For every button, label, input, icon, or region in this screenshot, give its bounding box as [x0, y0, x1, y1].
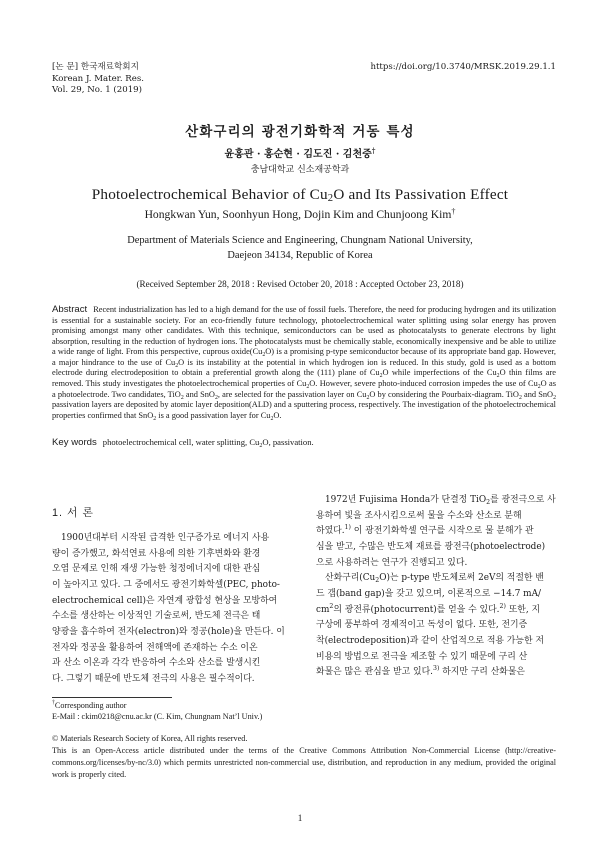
title-korean: 산화구리의 광전기화학적 거동 특성	[185, 124, 415, 140]
journal-abbrev: Korean J. Mater. Res.	[52, 73, 144, 84]
journal-header	[52, 62, 144, 97]
section-heading-introduction: 1. 서 론	[52, 507, 94, 519]
title-english: Photoelectrochemical Behavior of $Cu_2O$ and Its Passivation Effect	[91, 186, 509, 204]
body-line: 용하여 빛을 조사시킴으로써 물을 수소와 산소로 분해	[316, 510, 522, 521]
authors-korean-names: 윤홍관 · 홍순현 · 김도진 · 김천중	[224, 149, 372, 160]
keywords: Key words photoelectrochemical cell, water splitting, $Cu_2O$, passivation.	[52, 437, 314, 449]
body-line: 량이 증가했고, 화석연료 사용에 의한 기후변화와 환경	[52, 548, 261, 559]
body-line: 양광을 흡수하여 전자(electron)와 정공(hole)을 만든다. 이	[52, 626, 285, 637]
citation-ref[interactable]: 2)	[499, 602, 506, 610]
abstract: Abstract Recent industrialization has led to a high demand for the use of fossil fuels. Therefore, the need for producing hydrogen and its utilization is essential for a sustainable society. For an eco-friendly future technology, photoelectrochemical water splitting using solar energy has proven promising amongst many other candidates. With this technique, semiconductors can be used as photocatalysts to generate electrons by light absorption, resulting in the reduction of hydrogen ions. The photocatalysts must be chemically stable, economically inexpensive and be able to utilize a wide range of light. From this perspective, cuprous $oxide(Cu_2O)$ is a promising p-type semiconductor because of its appropriate band gap. However, a major hindrance to the use of $Cu_2O$ is its instability at the potential in which hydrogen ion is reduced. In this study, gold is used as a bottom electrode during electrodeposition to obtain a preferential growth along the (111) plane of $Cu_2O$ while imperfections of the $Cu_2O$ thin films are removed. This study investigates the photoelectrochemical properties of $Cu_2O$. However, severe photo-induced corrosion impedes the use of $Cu_2O$ as a photoelectrode. Two candidates, TiO$_2$ and SnO$_2$, are selected for the passivation layer on $Cu_2O$ by considering the Pourbaix-diagram. TiO$_2$ and SnO$_2$ passivation layers are deposited by atomic layer deposition(ALD) and a sputtering process, respectively. The investigation of the photoelectrochemical properties confirmed that SnO$_2$ is a good passivation layer for $Cu_2O$.	[52, 304, 557, 422]
body-line: 드 갭(band gap)을 갖고 있으며, 이론적으로 −14.7 mA/	[316, 588, 541, 599]
body-line: electrochemical cell)은 자연계 광합성 현상을 모방하여	[52, 595, 278, 606]
copyright-line: © Materials Research Society of Korea, All rights reserved.	[52, 734, 248, 743]
license-notice	[52, 733, 556, 781]
body-line: 하였다.$^{1)}$ 이 광전기화학셀 연구를 시작으로 물 분해가 관	[316, 524, 534, 537]
body-column-right	[316, 493, 556, 681]
corresponding-email: E-Mail : ckim0218@cnu.ac.kr (C. Kim, Chungnam Nat’l Univ.)	[52, 712, 263, 722]
body-line: 산화구리$(Cu_2O)$는 p-type 반도체로써 2eV의 적절한 밴	[325, 573, 544, 585]
authors-english	[0, 208, 600, 221]
body-line: 전자와 정공을 활용하여 전해액에 존재하는 수소 이온	[52, 642, 258, 653]
body-line: 착(electrodeposition)과 같이 산업적으로 적용 가능한 저	[316, 635, 544, 646]
body-line: 심을 받고, 수많은 반도체 재료를 광전극(photoelectrode)	[316, 541, 546, 552]
body-line: $cm^2$의 광전류(photocurrent)를 얻을 수 있다.$^{2)}$ 또한, 지	[316, 602, 541, 615]
abstract-label: Abstract	[52, 304, 88, 315]
corresponding-mark-en: †	[451, 207, 456, 216]
journal-name: [논 문] 한국재료학회지	[52, 62, 139, 72]
body-line: 이 높아지고 있다. 그 중에서도 광전기화학셀(PEC, photo-	[52, 579, 280, 590]
license-text: This is an Open-Access article distributed under the terms of the Creative Commons Attribution Non-Commercial License (http://creative-commons.org/licenses/by-nc/3.0) which permits unrestricted non-commercial use, distribution, and reproduction in any medium, provided the original work is properly cited.	[52, 746, 556, 779]
authors-korean	[0, 145, 600, 160]
affiliation-korean: 충남대학교 신소재공학과	[250, 165, 350, 175]
affiliation-english-line2: Daejeon 34134, Republic of Korea	[227, 250, 373, 261]
body-line: 1900년대부터 시작된 급격한 인구증가로 에너지 사용	[61, 533, 270, 543]
footnote-rule	[52, 697, 172, 698]
body-column-left	[52, 531, 292, 688]
corresponding-author-note: †Corresponding author	[52, 700, 127, 710]
corresponding-mark: †	[371, 146, 376, 155]
body-line: 으로 사용하려는 연구가 진행되고 있다.	[316, 557, 468, 568]
page-number: 1	[297, 813, 303, 823]
footnote	[52, 700, 556, 723]
body-line: 비용의 방법으로 전극을 제조할 수 있기 때문에 구리 산	[316, 651, 528, 662]
journal-volume: Vol. 29, No. 1 (2019)	[52, 85, 142, 95]
received-dates: (Received September 28, 2018 : Revised October 20, 2018 : Accepted October 23, 2018)	[136, 279, 464, 289]
body-line: 화물은 많은 관심을 받고 있다.$^{3)}$ 하지만 구리 산화물은	[316, 665, 525, 678]
body-line: 과 산소 이온과 각각 반응하여 수소와 산소를 발생시킨	[52, 658, 261, 669]
body-line: 다. 그렇기 때문에 반도체 전극의 사용은 필수적이다.	[52, 673, 255, 684]
authors-english-names: Hongkwan Yun, Soonhyun Hong, Dojin Kim and Chunjoong Kim	[144, 208, 452, 221]
body-line: 구상에 풍부하여 경제적이고 독성이 없다. 또한, 전기증	[316, 620, 528, 631]
body-line: 1972년 Fujisima Honda가 단결정 TiO$_2$를 광전극으로 사	[325, 495, 556, 506]
citation-ref[interactable]: 3)	[432, 665, 440, 673]
doi-link[interactable]: https://doi.org/10.3740/MRSK.2019.29.1.1	[370, 62, 556, 72]
body-line: 수소를 생산하는 이상적인 기술로써, 반도체 전극은 태	[52, 611, 261, 622]
body-line: 오염 문제로 인해 재생 가능한 청정에너지에 대한 관심	[52, 564, 261, 575]
keywords-label: Key words	[52, 437, 97, 448]
citation-ref[interactable]: 1)	[344, 524, 351, 532]
affiliation-english-line1: Department of Materials Science and Engineering, Chungnam National University,	[127, 235, 473, 246]
